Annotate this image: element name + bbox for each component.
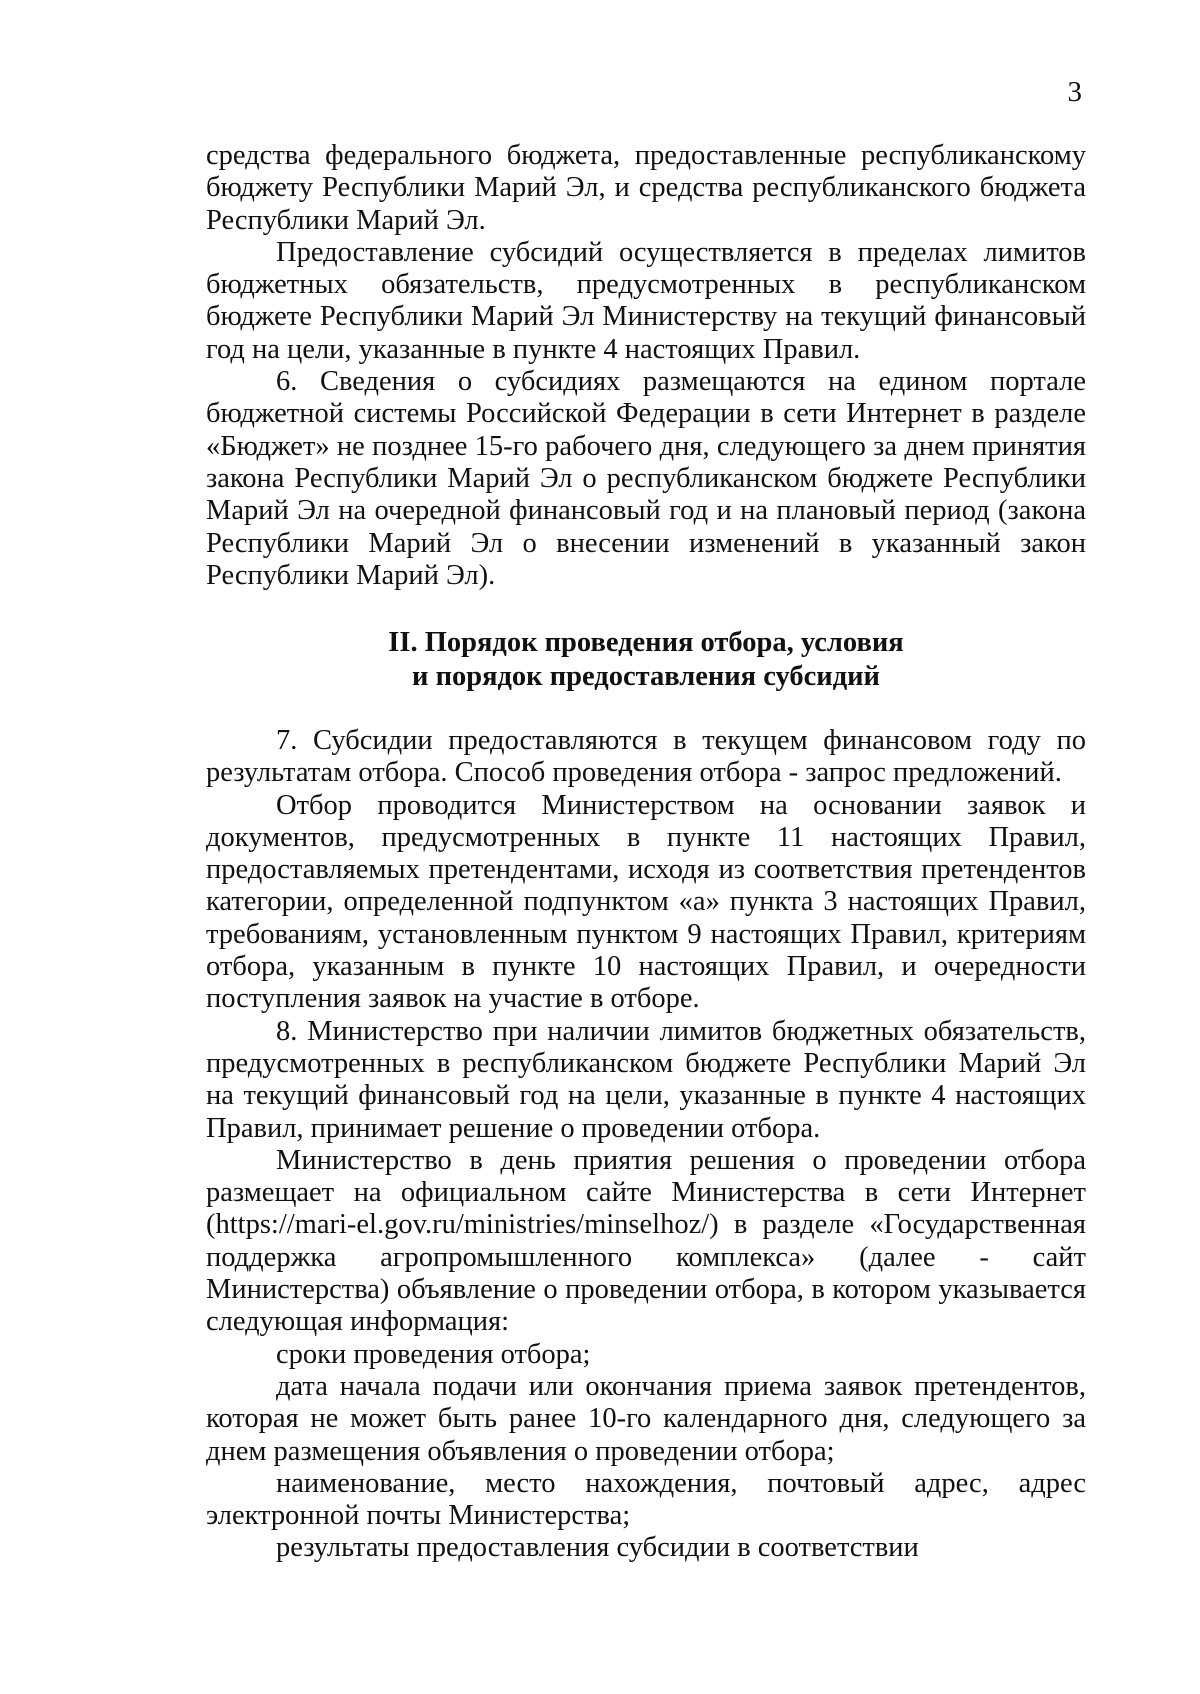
section-heading-line-1: II. Порядок проведения отбора, условия	[388, 627, 904, 658]
paragraph-item-6: 6. Сведения о субсидиях размещаются на едином портале бюджетной системы Российской Федерации в сети Интернет в разделе «Бюджет» не позднее 15-го рабочего дня, следующего за днем принятия закона Республики Марий Эл о республиканском бюджете Республики Марий Эл на очередной финансовый год и на плановый период (закона Республики Марий Эл о внесении изменений в указанный закон Республики Марий Эл).	[206, 366, 1086, 591]
section-body-text-block	[206, 725, 1086, 1565]
list-item: результаты предоставления субсидии в соответствии	[276, 1532, 919, 1564]
paragraph-item-8: 8. Министерство при наличии лимитов бюджетных обязательств, предусмотренных в республиканском бюджете Республики Марий Эл на текущий финансовый год на цели, указанные в пункте 4 настоящих Правил, принимает решение о проведении отбора.	[206, 1015, 1086, 1144]
paragraph: средства федерального бюджета, предоставленные республиканскому бюджету Республики Марий Эл, и средства республиканского бюджета Республики Марий Эл.	[206, 140, 1086, 236]
page-number: 3	[1067, 76, 1082, 108]
list-item: дата начала подачи или окончания приема заявок претендентов, которая не может быть ранее 10-го календарного дня, следующего за днем размещения объявления о проведении отбора;	[206, 1370, 1086, 1467]
paragraph: Предоставление субсидий осуществляется в пределах лимитов бюджетных обязательств, предусмотренных в республиканском бюджете Республики Марий Эл Министерству на текущий финансовый год на цели, указанные в пункте 4 настоящих Правил.	[206, 236, 1086, 365]
list-item: сроки проведения отбора;	[276, 1338, 591, 1370]
list-item: наименование, место нахождения, почтовый адрес, адрес электронной почты Министерства;	[206, 1467, 1086, 1532]
intro-text-block	[206, 140, 1086, 592]
section-heading	[206, 626, 1086, 694]
paragraph: Отбор проводится Министерством на основании заявок и документов, предусмотренных в пункте 11 настоящих Правил, предоставляемых претендентами, исходя из соответствия претендентов категории, определенной подпунктом «а» пункта 3 настоящих Правил, требованиям, установленным пунктом 9 настоящих Правил, критериям отбора, указанным в пункте 10 настоящих Правил, и очередности поступления заявок на участие в отборе.	[206, 789, 1086, 1015]
paragraph: Министерство в день приятия решения о проведении отбора размещает на официальном сайте Министерства в сети Интернет (https://mari-el.gov.ru/ministries/minselhoz/) в разделе «Государственная поддержка агропромышленного комплекса» (далее - сайт Министерства) объявление о проведении отбора, в котором указывается следующая информация:	[206, 1144, 1086, 1338]
paragraph-item-7: 7. Субсидии предоставляются в текущем финансовом году по результатам отбора. Способ проведения отбора - запрос предложений.	[206, 725, 1086, 789]
section-heading-line-2: и порядок предоставления субсидий	[412, 661, 880, 692]
